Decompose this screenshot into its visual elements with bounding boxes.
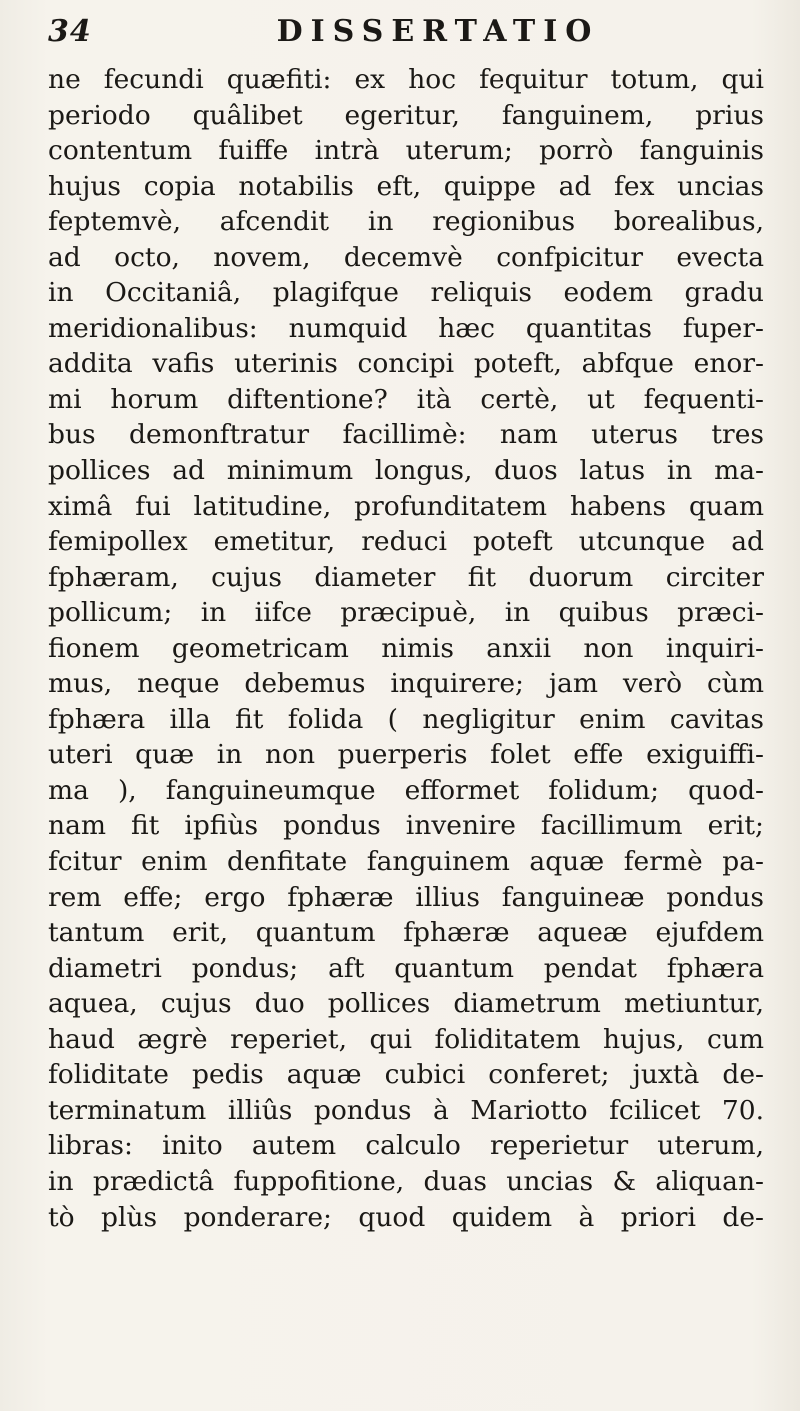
text-line: in prædictâ fuppofitione, duas uncias & aliquan- [48,1165,764,1197]
text-line: fcitur enim denfitate fanguinem aquæ fermè pa- [48,846,764,878]
text-line: feptemvè, afcendit in regionibus borealibus, [48,206,764,238]
text-line: bus demonftratur facillimè: nam uterus tres [48,419,764,451]
text-line: mi horum diftentione? ità certè, ut fequenti- [48,383,764,415]
text-line: rem effe; ergo fphæræ illius fanguineæ pondus [48,881,764,913]
text-line: hujus copia notabilis eft, quippe ad fex uncias [48,170,764,202]
text-line: aquea, cujus duo pollices diametrum metiuntur, [48,988,764,1020]
text-line: tantum erit, quantum fphæræ aqueæ ejufdem [48,917,764,949]
page-number: 34 [48,14,92,49]
text-line: fphæra illa fit folida ( negligitur enim cavitas [48,703,764,735]
text-line: tò plùs ponderare; quod quidem à priori de- [48,1201,764,1233]
text-line: terminatum illiûs pondus à Mariotto fcilicet 70. [48,1094,764,1126]
text-line: fphæram, cujus diameter fit duorum circiter [48,561,764,593]
text-line: addita vafis uterinis concipi poteft, abfque enor- [48,348,764,380]
text-line: ad octo, novem, decemvè confpicitur evecta [48,241,764,273]
text-line: femipollex emetitur, reduci poteft utcunque ad [48,526,764,558]
text-line: pollicum; in iifce præcipuè, in quibus præci- [48,597,764,629]
text-line: ximâ fui latitudine, profunditatem habens quam [48,490,764,522]
text-line: meridionalibus: numquid hæc quantitas fuper- [48,312,764,344]
text-line: periodo quâlibet egeritur, fanguinem, prius [48,99,764,131]
text-line: nam fit ipfiùs pondus invenire facillimum erit; [48,810,764,842]
text-line: contentum fuiffe intrà uterum; porrò fanguinis [48,135,764,167]
text-line: libras: inito autem calculo reperietur uterum, [48,1130,764,1162]
text-line: mus, neque debemus inquirere; jam verò cùm [48,668,764,700]
running-head: DISSERTATIO [276,14,600,49]
body-text [48,62,764,1235]
text-line: haud ægrè reperiet, qui foliditatem hujus, cum [48,1023,764,1055]
page-header [48,14,748,50]
text-line: fionem geometricam nimis anxii non inquiri- [48,632,764,664]
text-line: foliditate pedis aquæ cubici conferet; juxtà de- [48,1059,764,1091]
text-line: diametri pondus; aft quantum pendat fphæra [48,952,764,984]
text-line: uteri quæ in non puerperis folet effe exiguiffi- [48,739,764,771]
text-line: ma ), fanguineumque efformet folidum; quod- [48,774,764,806]
text-line: ne fecundi quæfiti: ex hoc fequitur totum, qui [48,64,764,95]
text-line: in Occitaniâ, plagifque reliquis eodem gradu [48,277,764,309]
text-line: pollices ad minimum longus, duos latus in ma- [48,455,764,487]
